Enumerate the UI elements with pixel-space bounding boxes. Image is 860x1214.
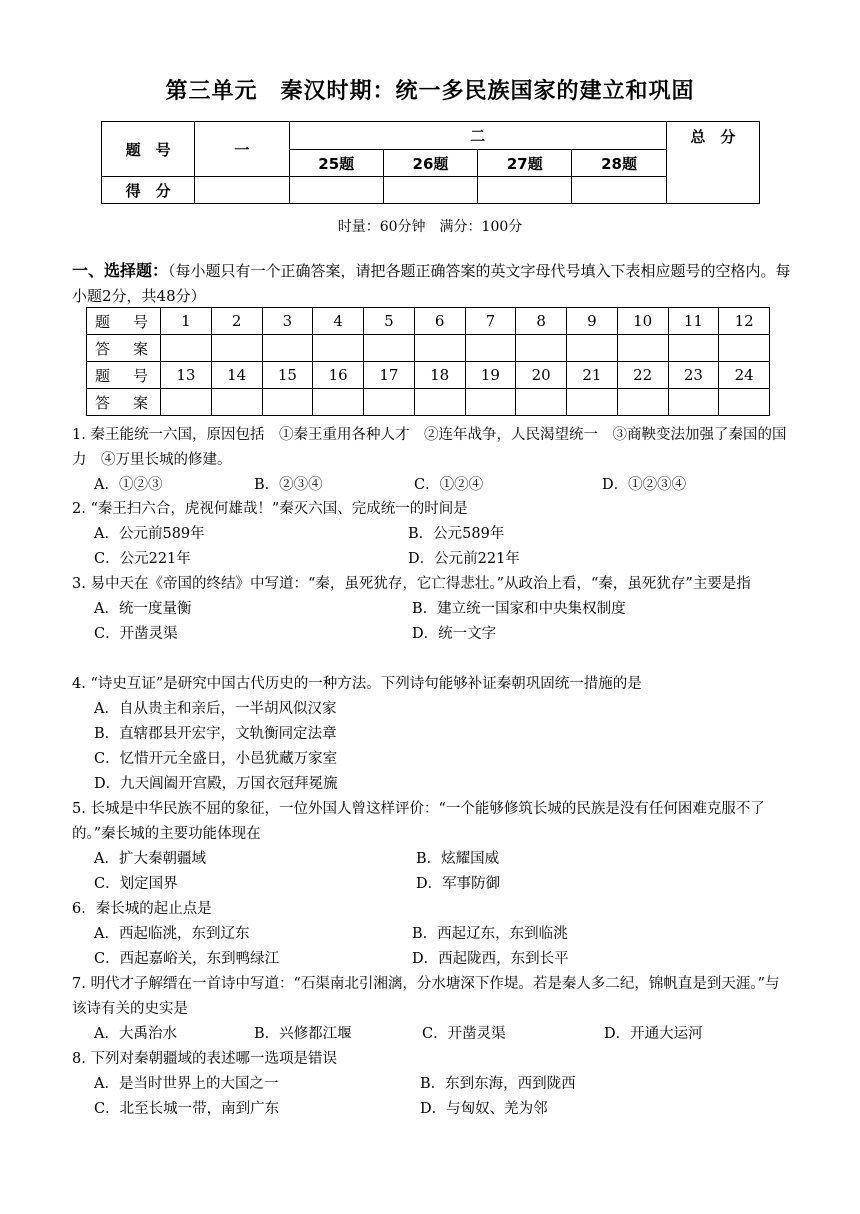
option-d[interactable]: D．九天阊阖开宫殿，万国衣冠拜冕旒 (94, 776, 338, 792)
answer-cell[interactable] (161, 335, 212, 362)
question-stem: 4. “诗史互证”是研究中国古代历史的一种方法。下列诗句能够补证秦朝巩固统一措施的是 (72, 676, 642, 692)
time-info: 时量：60分钟 满分：100分 (337, 219, 523, 235)
question-stem: 5. 长城是中华民族不屈的象征，一位外国人曾这样评价：“一个能够修筑长城的民族是没有任何困难克服不了的。”秦长城的主要功能体现在 (72, 801, 765, 842)
score-cell[interactable] (478, 177, 572, 204)
score-sub-27: 27题 (478, 150, 572, 177)
answer-number: 15 (262, 362, 313, 389)
answer-cell[interactable] (313, 389, 364, 416)
option-c[interactable]: C．忆惜开元全盛日，小邑犹藏万家室 (94, 751, 338, 767)
option-a[interactable]: A．①②③ (94, 477, 163, 493)
answer-cell[interactable] (414, 389, 465, 416)
option-d[interactable]: D．西起陇西，东到长平 (412, 951, 569, 967)
answer-cell[interactable] (465, 335, 516, 362)
answer-number: 14 (211, 362, 262, 389)
question-stem: 2. “秦王扫六合，虎视何雄哉！”秦灭六国、完成统一的时间是 (72, 501, 468, 517)
answer-cell[interactable] (516, 389, 567, 416)
answer-label-ans: 答 案 (87, 335, 161, 362)
answer-row-blank-1 (87, 335, 770, 362)
option-a[interactable]: A．公元前589年 (94, 526, 205, 542)
option-a[interactable]: A．大禹治水 (94, 1026, 177, 1042)
option-b[interactable]: B．建立统一国家和中央集权制度 (412, 601, 626, 617)
answer-number: 21 (567, 362, 618, 389)
answer-number: 2 (211, 308, 262, 335)
answer-number: 23 (668, 362, 719, 389)
answer-cell[interactable] (719, 335, 770, 362)
option-d[interactable]: D．统一文字 (412, 626, 497, 642)
answer-row-numbers-1 (87, 308, 770, 335)
answer-label-ans: 答 案 (87, 389, 161, 416)
score-cell[interactable] (289, 177, 383, 204)
answer-cell[interactable] (617, 389, 668, 416)
question-stem: 1. 秦王能统一六国，原因包括 ①秦王重用各种人才 ②连年战争，人民渴望统一 ③商鞅变法加强了秦国的国力 ④万里长城的修建。 (72, 427, 787, 468)
section-instruction: （每小题只有一个正确答案，请把各题正确答案的英文字母代号填入下表相应题号的空格内。每小题2分，共48分） (72, 262, 791, 305)
section-title: 一、选择题： (72, 261, 169, 280)
answer-cell[interactable] (719, 389, 770, 416)
option-c[interactable]: C．开凿灵渠 (94, 626, 178, 642)
option-a[interactable]: A．统一度量衡 (94, 601, 192, 617)
answer-number: 10 (617, 308, 668, 335)
score-sub-25: 25题 (289, 150, 383, 177)
question-3 (72, 572, 792, 647)
answer-cell[interactable] (668, 335, 719, 362)
option-d[interactable]: D．军事防御 (416, 876, 501, 892)
option-d[interactable]: D．①②③④ (602, 477, 687, 493)
question-stem: 8. 下列对秦朝疆域的表述哪一选项是错误 (72, 1051, 337, 1067)
option-b[interactable]: B．炫耀国威 (416, 851, 500, 867)
question-1 (72, 423, 792, 498)
answer-cell[interactable] (567, 389, 618, 416)
answer-number: 4 (313, 308, 364, 335)
answer-number: 5 (364, 308, 415, 335)
answer-cell[interactable] (516, 335, 567, 362)
answer-cell[interactable] (262, 389, 313, 416)
option-b[interactable]: B．公元589年 (408, 526, 505, 542)
option-b[interactable]: B．东到东海，西到陇西 (420, 1076, 576, 1092)
score-table (101, 121, 760, 204)
answer-number: 7 (465, 308, 516, 335)
answer-number: 9 (567, 308, 618, 335)
answer-cell[interactable] (211, 335, 262, 362)
option-c[interactable]: C．开凿灵渠 (422, 1026, 506, 1042)
score-row-label: 得 分 (102, 177, 195, 204)
question-6 (72, 897, 792, 972)
score-header-part2: 二 (289, 122, 666, 150)
answer-cell[interactable] (211, 389, 262, 416)
answer-cell[interactable] (364, 389, 415, 416)
question-4 (72, 672, 792, 797)
page-title: 第三单元 秦汉时期：统一多民族国家的建立和巩固 (165, 79, 695, 104)
option-a[interactable]: A．自从贵主和亲后，一半胡风似汉家 (94, 701, 337, 717)
option-d[interactable]: D．开通大运河 (604, 1026, 703, 1042)
score-header-no: 题 号 (102, 122, 195, 177)
answer-cell[interactable] (364, 335, 415, 362)
option-b[interactable]: B．直辖郡县开宏宇，文轨衡同定法章 (94, 726, 337, 742)
question-2 (72, 497, 792, 572)
answer-number: 16 (313, 362, 364, 389)
option-c[interactable]: C．北至长城一带，南到广东 (94, 1101, 280, 1117)
answer-cell[interactable] (567, 335, 618, 362)
question-stem: 6．秦长城的起止点是 (72, 901, 212, 917)
section-heading (72, 258, 792, 309)
answer-row-blank-2 (87, 389, 770, 416)
answer-number: 18 (414, 362, 465, 389)
option-c[interactable]: C．公元221年 (94, 551, 191, 567)
answer-label-no: 题 号 (87, 308, 161, 335)
option-d[interactable]: D．公元前221年 (408, 551, 520, 567)
option-b[interactable]: B．兴修都江堰 (254, 1026, 352, 1042)
answer-number: 8 (516, 308, 567, 335)
answer-cell[interactable] (668, 389, 719, 416)
answer-number: 11 (668, 308, 719, 335)
score-sub-26: 26题 (383, 150, 477, 177)
answer-number: 19 (465, 362, 516, 389)
answer-number: 1 (161, 308, 212, 335)
answer-number: 17 (364, 362, 415, 389)
question-stem: 7. 明代才子解缙在一首诗中写道：“石渠南北引湘漓，分水塘深下作堤。若是秦人多二纪，锦帆直是到天涯。”与该诗有关的史实是 (72, 976, 780, 1017)
answer-cell[interactable] (313, 335, 364, 362)
option-d[interactable]: D．与匈奴、羌为邻 (420, 1101, 548, 1117)
answer-number: 22 (617, 362, 668, 389)
answer-number: 3 (262, 308, 313, 335)
answer-cell[interactable] (465, 389, 516, 416)
answer-label-no: 题 号 (87, 362, 161, 389)
option-c[interactable]: C．划定国界 (94, 876, 178, 892)
answer-number: 24 (719, 362, 770, 389)
option-a[interactable]: A．扩大秦朝疆域 (94, 851, 206, 867)
question-8 (72, 1047, 792, 1122)
question-stem: 3. 易中天在《帝国的终结》中写道：“秦，虽死犹存，它亡得悲壮。”从政治上看，“秦，虽死犹存”主要是指 (72, 576, 751, 592)
score-cell[interactable] (572, 177, 666, 204)
score-cell[interactable] (383, 177, 477, 204)
answer-table (86, 307, 770, 416)
score-header-part1: 一 (195, 122, 289, 177)
answer-row-numbers-2 (87, 362, 770, 389)
answer-number: 13 (161, 362, 212, 389)
answer-cell[interactable] (617, 335, 668, 362)
option-a[interactable]: A．是当时世界上的大国之一 (94, 1076, 279, 1092)
score-header-total: 总 分 (666, 122, 759, 204)
answer-number: 20 (516, 362, 567, 389)
answer-cell[interactable] (161, 389, 212, 416)
question-7 (72, 972, 792, 1047)
option-b[interactable]: B．②③④ (254, 477, 323, 493)
answer-cell[interactable] (262, 335, 313, 362)
score-cell[interactable] (195, 177, 289, 204)
score-sub-28: 28题 (572, 150, 666, 177)
option-c[interactable]: C．西起嘉峪关，东到鸭绿江 (94, 951, 280, 967)
option-a[interactable]: A．西起临洮，东到辽东 (94, 926, 250, 942)
question-5 (72, 797, 792, 897)
option-c[interactable]: C．①②④ (414, 477, 484, 493)
answer-cell[interactable] (414, 335, 465, 362)
answer-number: 12 (719, 308, 770, 335)
answer-number: 6 (414, 308, 465, 335)
option-b[interactable]: B．西起辽东，东到临洮 (412, 926, 568, 942)
